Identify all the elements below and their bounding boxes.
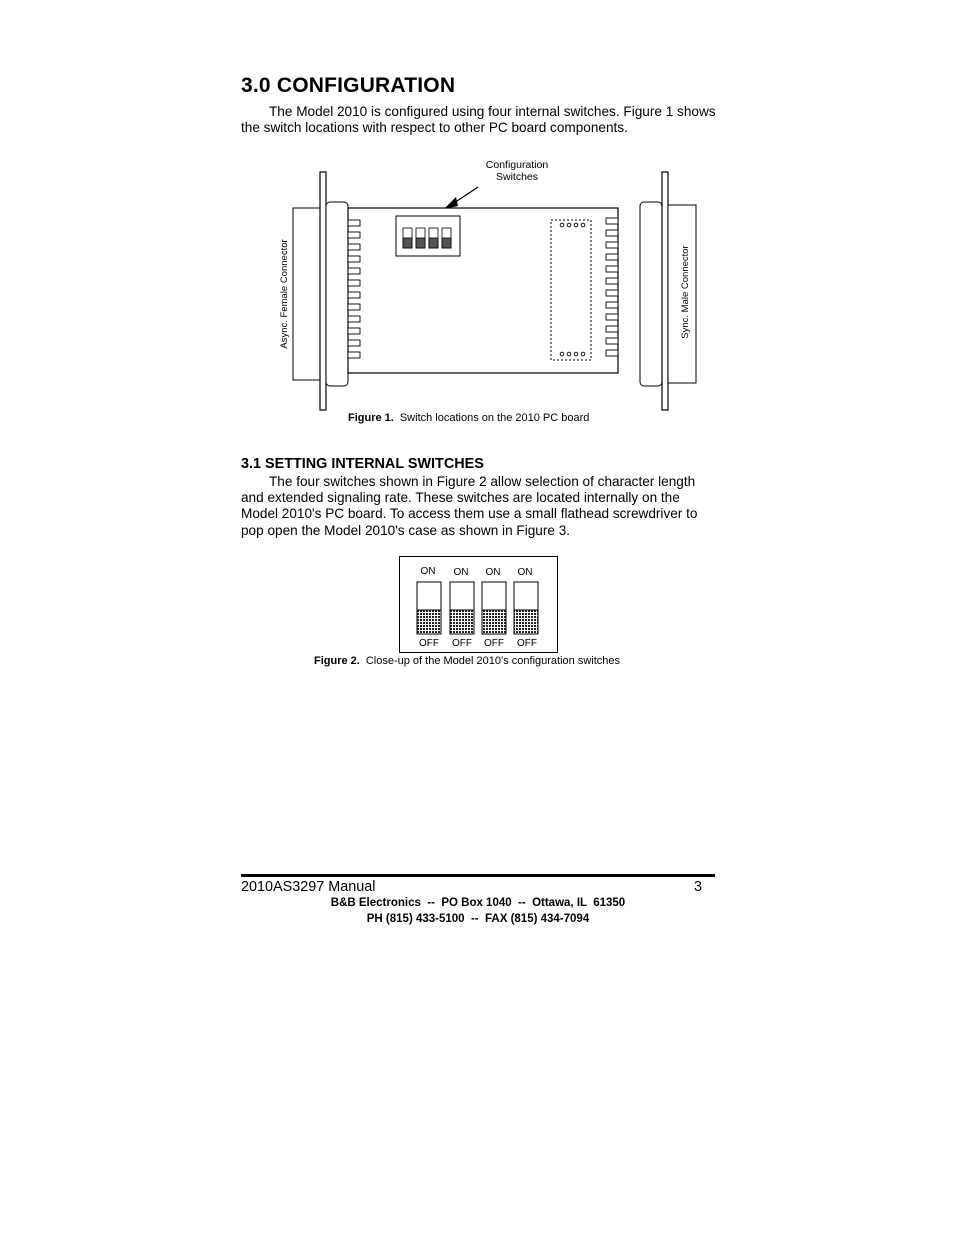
pc-board <box>348 208 618 373</box>
footer-manual-title: 2010AS3297 Manual <box>241 879 376 895</box>
page-title: 3.0 CONFIGURATION <box>241 74 456 97</box>
left-connector-flange <box>320 172 326 410</box>
figure2-caption-label: Figure 2. <box>314 655 360 667</box>
switch-closeup-diagram <box>399 556 559 654</box>
left-connector-body <box>326 202 348 386</box>
figure1-caption-label: Figure 1. <box>348 412 394 424</box>
figure2-caption <box>314 655 620 667</box>
left-connector-shell <box>293 208 323 380</box>
switch-2-on-label: ON <box>453 567 469 578</box>
switch-2-off-label: OFF <box>452 638 472 649</box>
figure2-caption-text: Close-up of the Model 2010’s configuration switches <box>365 655 621 667</box>
right-connector-body <box>640 202 662 386</box>
left-connector-label: Async. Female Connector <box>279 239 290 349</box>
footer-address: B&B Electronics -- PO Box 1040 -- Ottawa, IL 61350 <box>330 897 626 909</box>
switch-4-off-label: OFF <box>517 638 537 649</box>
intro-paragraph: The Model 2010 is configured using four internal switches. Figure 1 shows the switch locations with respect to other PC board components. <box>241 104 716 136</box>
arrow-head-icon <box>444 197 458 209</box>
switch-4 <box>514 582 538 634</box>
switch-3-off-label: OFF <box>484 638 504 649</box>
right-connector-flange <box>662 172 668 410</box>
callout-line-1: Configuration <box>485 159 549 171</box>
switch-2 <box>450 582 474 634</box>
section-paragraph: The four switches shown in Figure 2 allow selection of character length and extended signaling rate. These switches are located internally on the Model 2010's PC board. To access them use a small flathead screwdriver to pop open the Model 2010's case as shown in Figure 3. <box>241 474 698 538</box>
switch-1 <box>417 582 441 634</box>
switch-3 <box>482 582 506 634</box>
footer-page-number: 3 <box>694 879 703 895</box>
callout-line-2: Switches <box>495 171 539 183</box>
switch-1-off-label: OFF <box>419 638 439 649</box>
switch-3-on-label: ON <box>485 567 501 578</box>
footer-rule <box>241 874 715 877</box>
switch-1-on-label: ON <box>420 566 436 577</box>
section-heading: 3.1 SETTING INTERNAL SWITCHES <box>241 456 484 472</box>
right-connector-label: Sync. Male Connector <box>680 245 691 339</box>
pc-board-diagram <box>270 150 720 415</box>
footer-phone: PH (815) 433-5100 -- FAX (815) 434-7094 <box>366 913 590 925</box>
figure1-caption-text: Switch locations on the 2010 PC board <box>399 412 590 424</box>
figure1-caption <box>348 412 589 424</box>
switch-4-on-label: ON <box>517 567 533 578</box>
